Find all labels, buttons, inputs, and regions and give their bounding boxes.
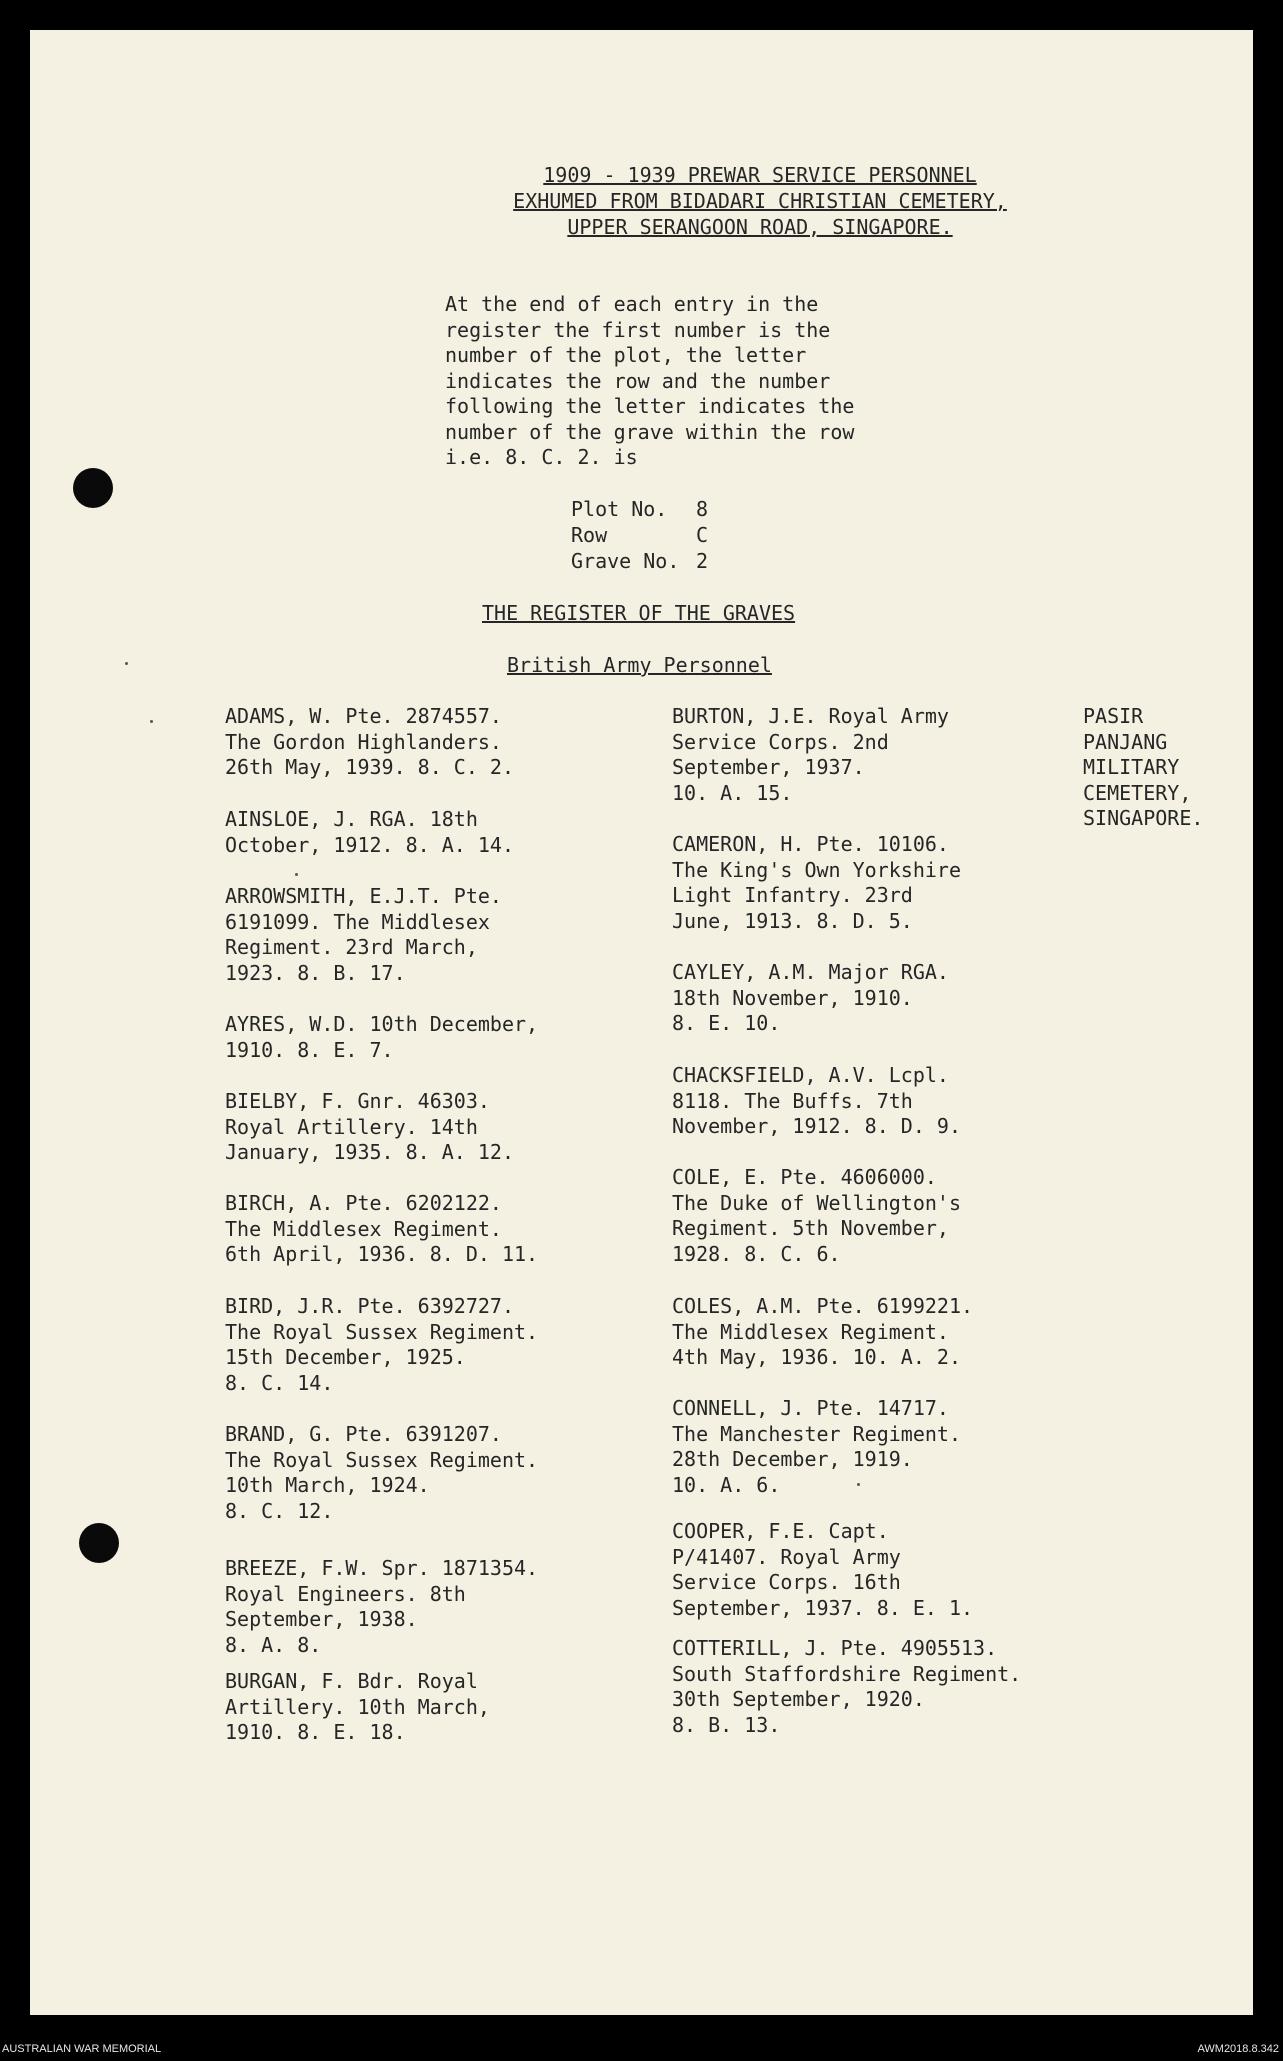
row-value: C — [696, 523, 709, 547]
intro-paragraph — [445, 292, 965, 471]
register-heading: THE REGISTER OF THE GRAVES — [482, 601, 796, 625]
document-title — [390, 162, 1130, 240]
register-entry: AYRES, W.D. 10th December, 1910. 8. E. 7. — [225, 1012, 539, 1062]
grave-value: 2 — [696, 549, 709, 573]
title-line-1: 1909 - 1939 PREWAR SERVICE PERSONNEL — [543, 163, 977, 187]
paper-speck — [125, 662, 128, 665]
cemetery-note: PASIR PANJANG MILITARY CEMETERY, SINGAPORE. — [1083, 704, 1204, 830]
register-entry: AINSLOE, J. RGA. 18th October, 1912. 8. A. 14. — [225, 807, 514, 857]
register-entry: BURTON, J.E. Royal Army Service Corps. 2nd September, 1937. 10. A. 15. — [672, 704, 949, 805]
register-entry: COLE, E. Pte. 4606000. The Duke of Wellington's Regiment. 5th November, 1928. 8. C. 6. — [672, 1165, 961, 1266]
register-entry: COOPER, F.E. Capt. P/41407. Royal Army Service Corps. 16th September, 1937. 8. E. 1. — [672, 1519, 974, 1620]
grave-code-example — [571, 496, 708, 574]
register-entry: CAMERON, H. Pte. 10106. The King's Own Yorkshire Light Infantry. 23rd June, 1913. 8. D. 5. — [672, 832, 961, 933]
register-entry: CHACKSFIELD, A.V. Lcpl. 8118. The Buffs. 7th November, 1912. 8. D. 9. — [672, 1063, 961, 1138]
title-line-3: UPPER SERANGOON ROAD, SINGAPORE. — [567, 215, 953, 239]
register-entry: BURGAN, F. Bdr. Royal Artillery. 10th March, 1910. 8. E. 18. — [225, 1669, 490, 1744]
intro-text: At the end of each entry in the register the first number is the number of the plot, the letter indicates the row and the number following the letter indicates the number of the grave within the row i.e. 8. C. 2. is — [445, 292, 855, 469]
title-line-2: EXHUMED FROM BIDADARI CHRISTIAN CEMETERY, — [513, 189, 1007, 213]
section-heading: British Army Personnel — [507, 653, 772, 677]
register-entry: BIELBY, F. Gnr. 46303. Royal Artillery. 14th January, 1935. 8. A. 12. — [225, 1089, 514, 1164]
grave-label: Grave No. — [571, 549, 680, 573]
plot-label: Plot No. — [571, 497, 668, 521]
register-entry: CAYLEY, A.M. Major RGA. 18th November, 1910. 8. E. 10. — [672, 960, 949, 1035]
register-entry: CONNELL, J. Pte. 14717. The Manchester Regiment. 28th December, 1919. 10. A. 6. — [672, 1396, 961, 1497]
row-label: Row — [571, 523, 608, 547]
paper-speck — [295, 873, 298, 876]
paper-speck — [150, 720, 153, 723]
register-entry: BIRCH, A. Pte. 6202122. The Middlesex Regiment. 6th April, 1936. 8. D. 11. — [225, 1191, 539, 1266]
register-entry: ARROWSMITH, E.J.T. Pte. 6191099. The Middlesex Regiment. 23rd March, 1923. 8. B. 17. — [225, 884, 502, 985]
punch-hole-top — [73, 468, 113, 508]
register-entry: COLES, A.M. Pte. 6199221. The Middlesex Regiment. 4th May, 1936. 10. A. 2. — [672, 1294, 974, 1369]
register-entry: BREEZE, F.W. Spr. 1871354. Royal Engineers. 8th September, 1938. 8. A. 8. — [225, 1556, 539, 1657]
register-entry: ADAMS, W. Pte. 2874557. The Gordon Highlanders. 26th May, 1939. 8. C. 2. — [225, 704, 514, 779]
register-entry: BRAND, G. Pte. 6391207. The Royal Sussex Regiment. 10th March, 1924. 8. C. 12. — [225, 1422, 539, 1523]
plot-value: 8 — [696, 497, 709, 521]
punch-hole-bottom — [79, 1523, 119, 1563]
register-entry: BIRD, J.R. Pte. 6392727. The Royal Sussex Regiment. 15th December, 1925. 8. C. 14. — [225, 1294, 539, 1395]
footer-reference-number: AWM2018.8.342 — [1197, 2043, 1279, 2055]
footer-archive-name: AUSTRALIAN WAR MEMORIAL — [2, 2043, 162, 2055]
register-entry: COTTERILL, J. Pte. 4905513. South Staffordshire Regiment. 30th September, 1920. 8. B. 13. — [672, 1636, 1022, 1737]
